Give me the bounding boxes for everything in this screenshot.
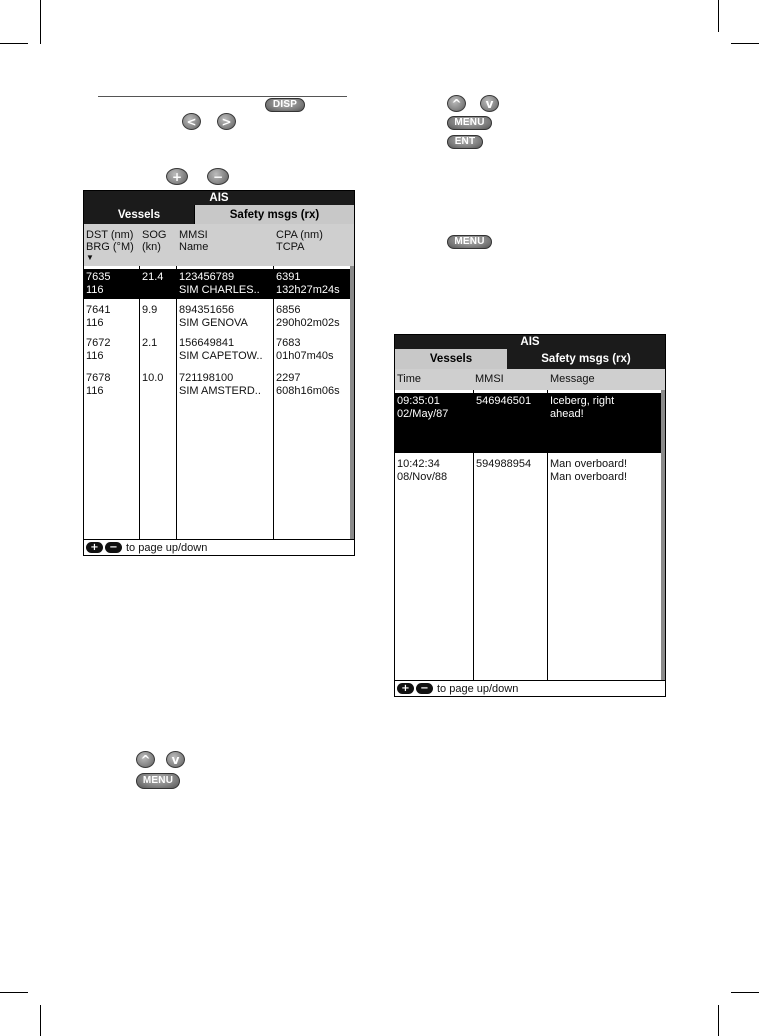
cell-cpa: 6856 [276,304,301,316]
header-mmsi: MMSI [475,373,504,385]
header-cpa: CPA (nm) [276,229,323,241]
cell-cpa: 2297 [276,372,301,384]
cell-tcpa: 132h27m24s [276,284,340,296]
menu-button-icon: MENU [447,116,492,130]
cell-name: SIM CHARLES.. [179,284,260,296]
cell-name: SIM AMSTERD.. [179,385,261,397]
tab-bar [84,205,354,224]
plus-icon: + [397,683,414,694]
ais-vessels-screen [83,190,355,556]
screen-title: AIS [395,335,665,349]
table-row[interactable] [84,269,350,299]
cell-mmsi: 123456789 [179,271,235,283]
cell-mmsi: 721198100 [179,372,234,384]
tab-vessels[interactable]: Vessels [84,205,194,224]
tab-bar [395,349,665,369]
crop-mark [0,992,28,993]
cell-brg: 116 [86,284,104,296]
cell-message: ahead! [550,408,584,420]
crop-mark [731,43,759,44]
table-row[interactable] [84,335,350,365]
menu-button-icon: MENU [136,773,180,789]
cell-tcpa: 01h07m40s [276,350,334,362]
crop-mark [0,43,28,44]
header-brg: BRG (°M) [86,241,134,253]
table-row[interactable] [395,393,661,453]
cell-mmsi: 594988954 [476,458,532,470]
plus-button-icon: + [166,168,188,185]
cell-date: 08/Nov/88 [397,471,448,483]
cell-sog: 10.0 [142,372,164,384]
cell-tcpa: 608h16m06s [276,385,340,397]
right-arrow-button-icon: > [217,113,236,130]
cell-name: SIM CAPETOW.. [179,350,263,362]
crop-mark [718,0,719,32]
left-arrow-button-icon: < [182,113,201,130]
cell-dst: 7678 [86,372,111,384]
ais-safety-msgs-screen [394,334,666,697]
cell-message: Man overboard! [550,458,628,470]
tab-vessels[interactable]: Vessels [395,349,507,369]
cell-message: Man overboard! [550,471,628,483]
table-body [84,266,354,540]
cell-cpa: 6391 [276,271,301,283]
cell-dst: 7641 [86,304,111,316]
footer-text: to page up/down [126,541,208,554]
header-time: Time [397,373,422,385]
scrollbar[interactable] [350,266,354,540]
cell-brg: 116 [86,385,104,397]
disp-button-icon: DISP [265,98,305,112]
minus-icon: − [416,683,433,694]
cell-sog: 9.9 [142,304,158,316]
header-dst: DST (nm) [86,229,134,241]
down-arrow-button-icon: v [480,95,499,112]
table-row[interactable] [84,370,350,400]
crop-mark [40,1005,41,1036]
minus-button-icon: − [207,168,229,185]
footer-text: to page up/down [437,682,519,695]
cell-dst: 7672 [86,337,111,349]
section-rule [98,96,347,97]
cell-tcpa: 290h02m02s [276,317,340,329]
cell-brg: 116 [86,317,104,329]
table-row[interactable] [84,302,350,332]
table-header [395,369,665,390]
minus-icon: − [105,542,122,553]
header-message: Message [550,373,595,385]
tab-safety-msgs[interactable]: Safety msgs (rx) [194,205,354,224]
header-kn: (kn) [142,241,161,253]
footer-hint [395,680,665,696]
menu-button-icon: MENU [447,235,492,249]
cell-brg: 116 [86,350,104,362]
cell-time: 10:42:34 [397,458,440,470]
table-row[interactable] [395,456,661,486]
cell-date: 02/May/87 [397,408,449,420]
sort-indicator-icon: ▼ [86,253,94,262]
tab-safety-msgs[interactable]: Safety msgs (rx) [507,349,665,369]
cell-message: Iceberg, right [550,395,615,407]
header-tcpa: TCPA [276,241,305,253]
crop-mark [718,1005,719,1036]
up-arrow-button-icon: ^ [447,95,466,112]
cell-dst: 7635 [86,271,111,283]
up-arrow-button-icon: ^ [136,751,155,768]
cell-sog: 2.1 [142,337,158,349]
cell-mmsi: 894351656 [179,304,235,316]
cell-cpa: 7683 [276,337,301,349]
down-arrow-button-icon: v [166,751,185,768]
footer-hint [84,539,354,555]
cell-mmsi: 546946501 [476,395,532,407]
ent-button-icon: ENT [447,135,483,149]
cell-time: 09:35:01 [397,395,440,407]
plus-icon: + [86,542,103,553]
scrollbar[interactable] [661,390,665,681]
table-body [395,390,665,681]
header-sog: SOG [142,229,167,241]
header-mmsi: MMSI [179,229,208,241]
screen-title: AIS [84,191,354,205]
cell-name: SIM GENOVA [179,317,248,329]
table-header [84,224,354,266]
crop-mark [40,0,41,44]
crop-mark [731,992,759,993]
cell-sog: 21.4 [142,271,164,283]
header-name: Name [179,241,209,253]
cell-mmsi: 156649841 [179,337,235,349]
